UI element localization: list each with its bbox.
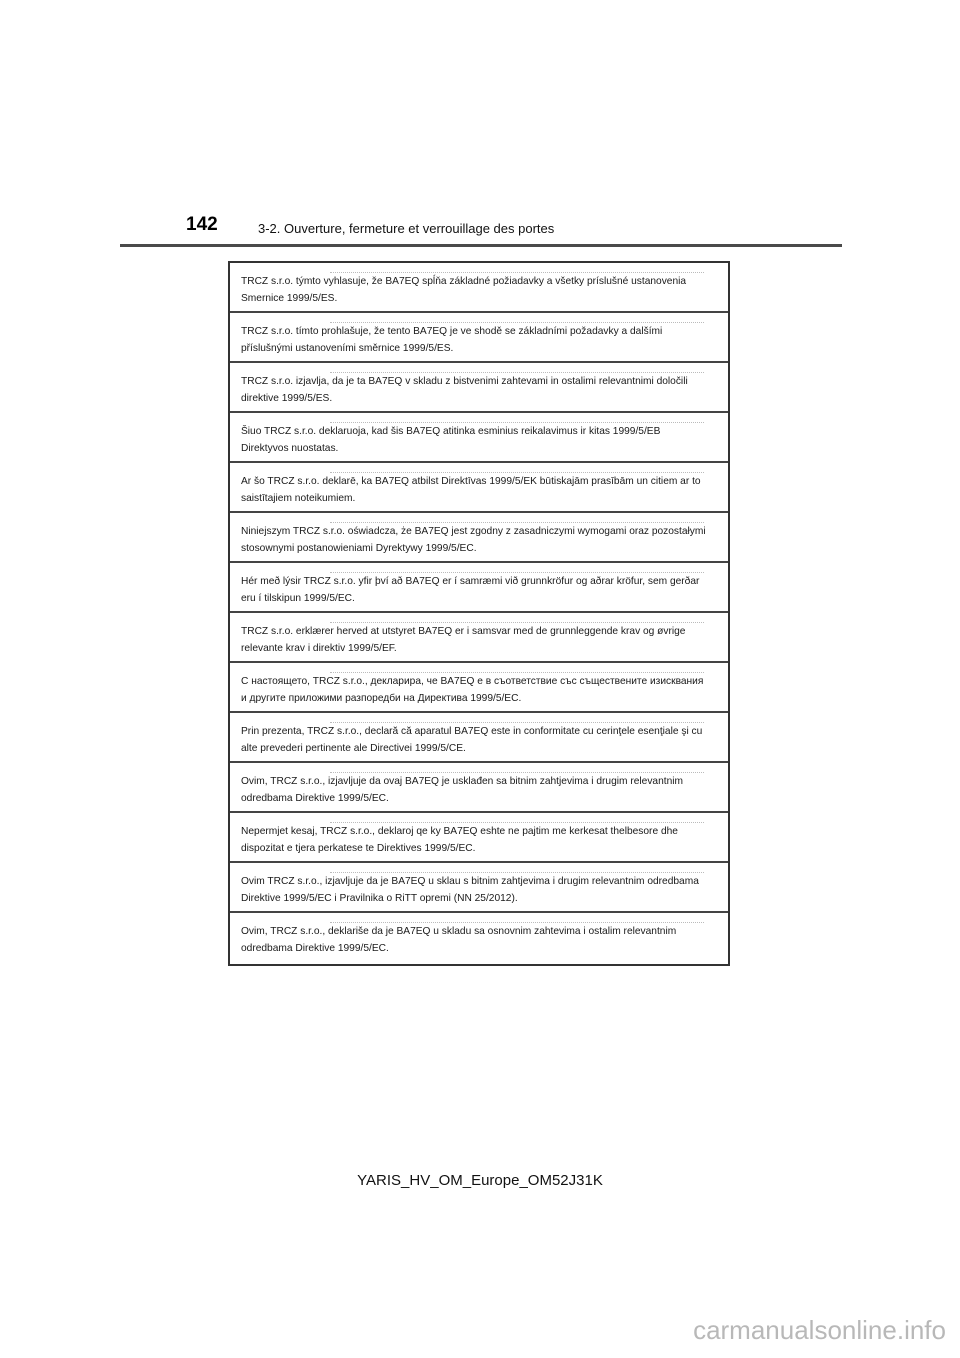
declaration-row-norwegian	[230, 613, 728, 663]
declaration-text: Nepermjet kesaj, TRCZ s.r.o., deklaroj qe ky BA7EQ eshte ne pajtim me kerkesat thelbesore dhe dispozitat e tjera perkatese te Direktives 1999/5/EC.	[241, 826, 678, 854]
declaration-row-slovak	[230, 263, 728, 313]
declaration-row-lithuanian	[230, 413, 728, 463]
declaration-text: Šiuo TRCZ s.r.o. deklaruoja, kad šis BA7EQ atitinka esminius reikalavimus ir kitas 1999/5/EB Direktyvos nuostatas.	[241, 426, 661, 454]
declaration-row-bosnian	[230, 763, 728, 813]
declaration-text: С настоящето, TRCZ s.r.o., декларира, че BA7EQ е в съответствие със съществените изисквания и другите приложими разпоредби на Директива 1999/5/EC.	[241, 676, 704, 704]
declaration-text: TRCZ s.r.o. erklærer herved at utstyret BA7EQ er i samsvar med de grunnleggende krav og øvrige relevante krav i direktiv 1999/5/EF.	[241, 626, 686, 654]
declaration-row-latvian	[230, 463, 728, 513]
declaration-row-croatian	[230, 863, 728, 913]
declaration-row-czech	[230, 313, 728, 363]
declaration-text: Ovim, TRCZ s.r.o., izjavljuje da ovaj BA7EQ je usklađen sa bitnim zahtjevima i drugim relevantnim odredbama Direktive 1999/5/EC.	[241, 776, 684, 804]
declaration-row-polish	[230, 513, 728, 563]
declaration-row-slovenian	[230, 363, 728, 413]
declaration-text: Ar šo TRCZ s.r.o. deklarē, ka BA7EQ atbilst Direktīvas 1999/5/EK būtiskajām prasībām un citiem ar to saistītajiem noteikumiem.	[241, 476, 701, 504]
declaration-text: Ovim, TRCZ s.r.o., deklariše da je BA7EQ u skladu sa osnovnim zahtevima i ostalim relevantnim odredbama Direktive 1999/5/EC.	[241, 926, 677, 954]
header-divider	[120, 244, 842, 247]
page-header	[0, 0, 960, 250]
document-code: YARIS_HV_OM_Europe_OM52J31K	[357, 1172, 603, 1189]
declaration-row-albanian	[230, 813, 728, 863]
declaration-row-icelandic	[230, 563, 728, 613]
declaration-text: Niniejszym TRCZ s.r.o. oświadcza, że BA7EQ jest zgodny z zasadniczymi wymogami oraz pozostałymi stosownymi postanowieniami Dyrektywy 1999/5/EC.	[241, 526, 706, 554]
declaration-text: TRCZ s.r.o. tímto prohlašuje, že tento BA7EQ je ve shodě se základními požadavky a dalšími příslušnými ustanoveními směrnice 1999/5/ES.	[241, 326, 663, 354]
declaration-text: TRCZ s.r.o. týmto vyhlasuje, že BA7EQ spĺňa základné požiadavky a všetky príslušné ustanovenia Smernice 1999/5/ES.	[241, 276, 687, 304]
declarations-table	[228, 261, 730, 966]
page-number: 142	[186, 214, 218, 235]
declaration-text: Prin prezenta, TRCZ s.r.o., declară că aparatul BA7EQ este in conformitate cu cerinţele esenţiale şi cu alte prevederi pertinente ale Directivei 1999/5/CE.	[241, 726, 703, 754]
declaration-row-serbian	[230, 913, 728, 963]
declaration-text: Ovim TRCZ s.r.o., izjavljuje da je BA7EQ u sklau s bitnim zahtjevima i drugim relevantnim odredbama Direktive 1999/5/EC i Pravilnika o RiTT opremi (NN 25/2012).	[241, 876, 699, 904]
declaration-text: Hér með lýsir TRCZ s.r.o. yfir því að BA7EQ er í samræmi við grunnkröfur og aðrar kröfur, sem gerðar eru í tilskipun 1999/5/EC.	[241, 576, 700, 604]
declaration-row-romanian	[230, 713, 728, 763]
declaration-row-bulgarian	[230, 663, 728, 713]
declaration-text: TRCZ s.r.o. izjavlja, da je ta BA7EQ v skladu z bistvenimi zahtevami in ostalimi relevantnimi določili direktive 1999/5/ES.	[241, 376, 688, 404]
section-title: 3-2. Ouverture, fermeture et verrouillage des portes	[258, 221, 555, 236]
site-watermark: carmanualsonline.info	[693, 1315, 946, 1345]
